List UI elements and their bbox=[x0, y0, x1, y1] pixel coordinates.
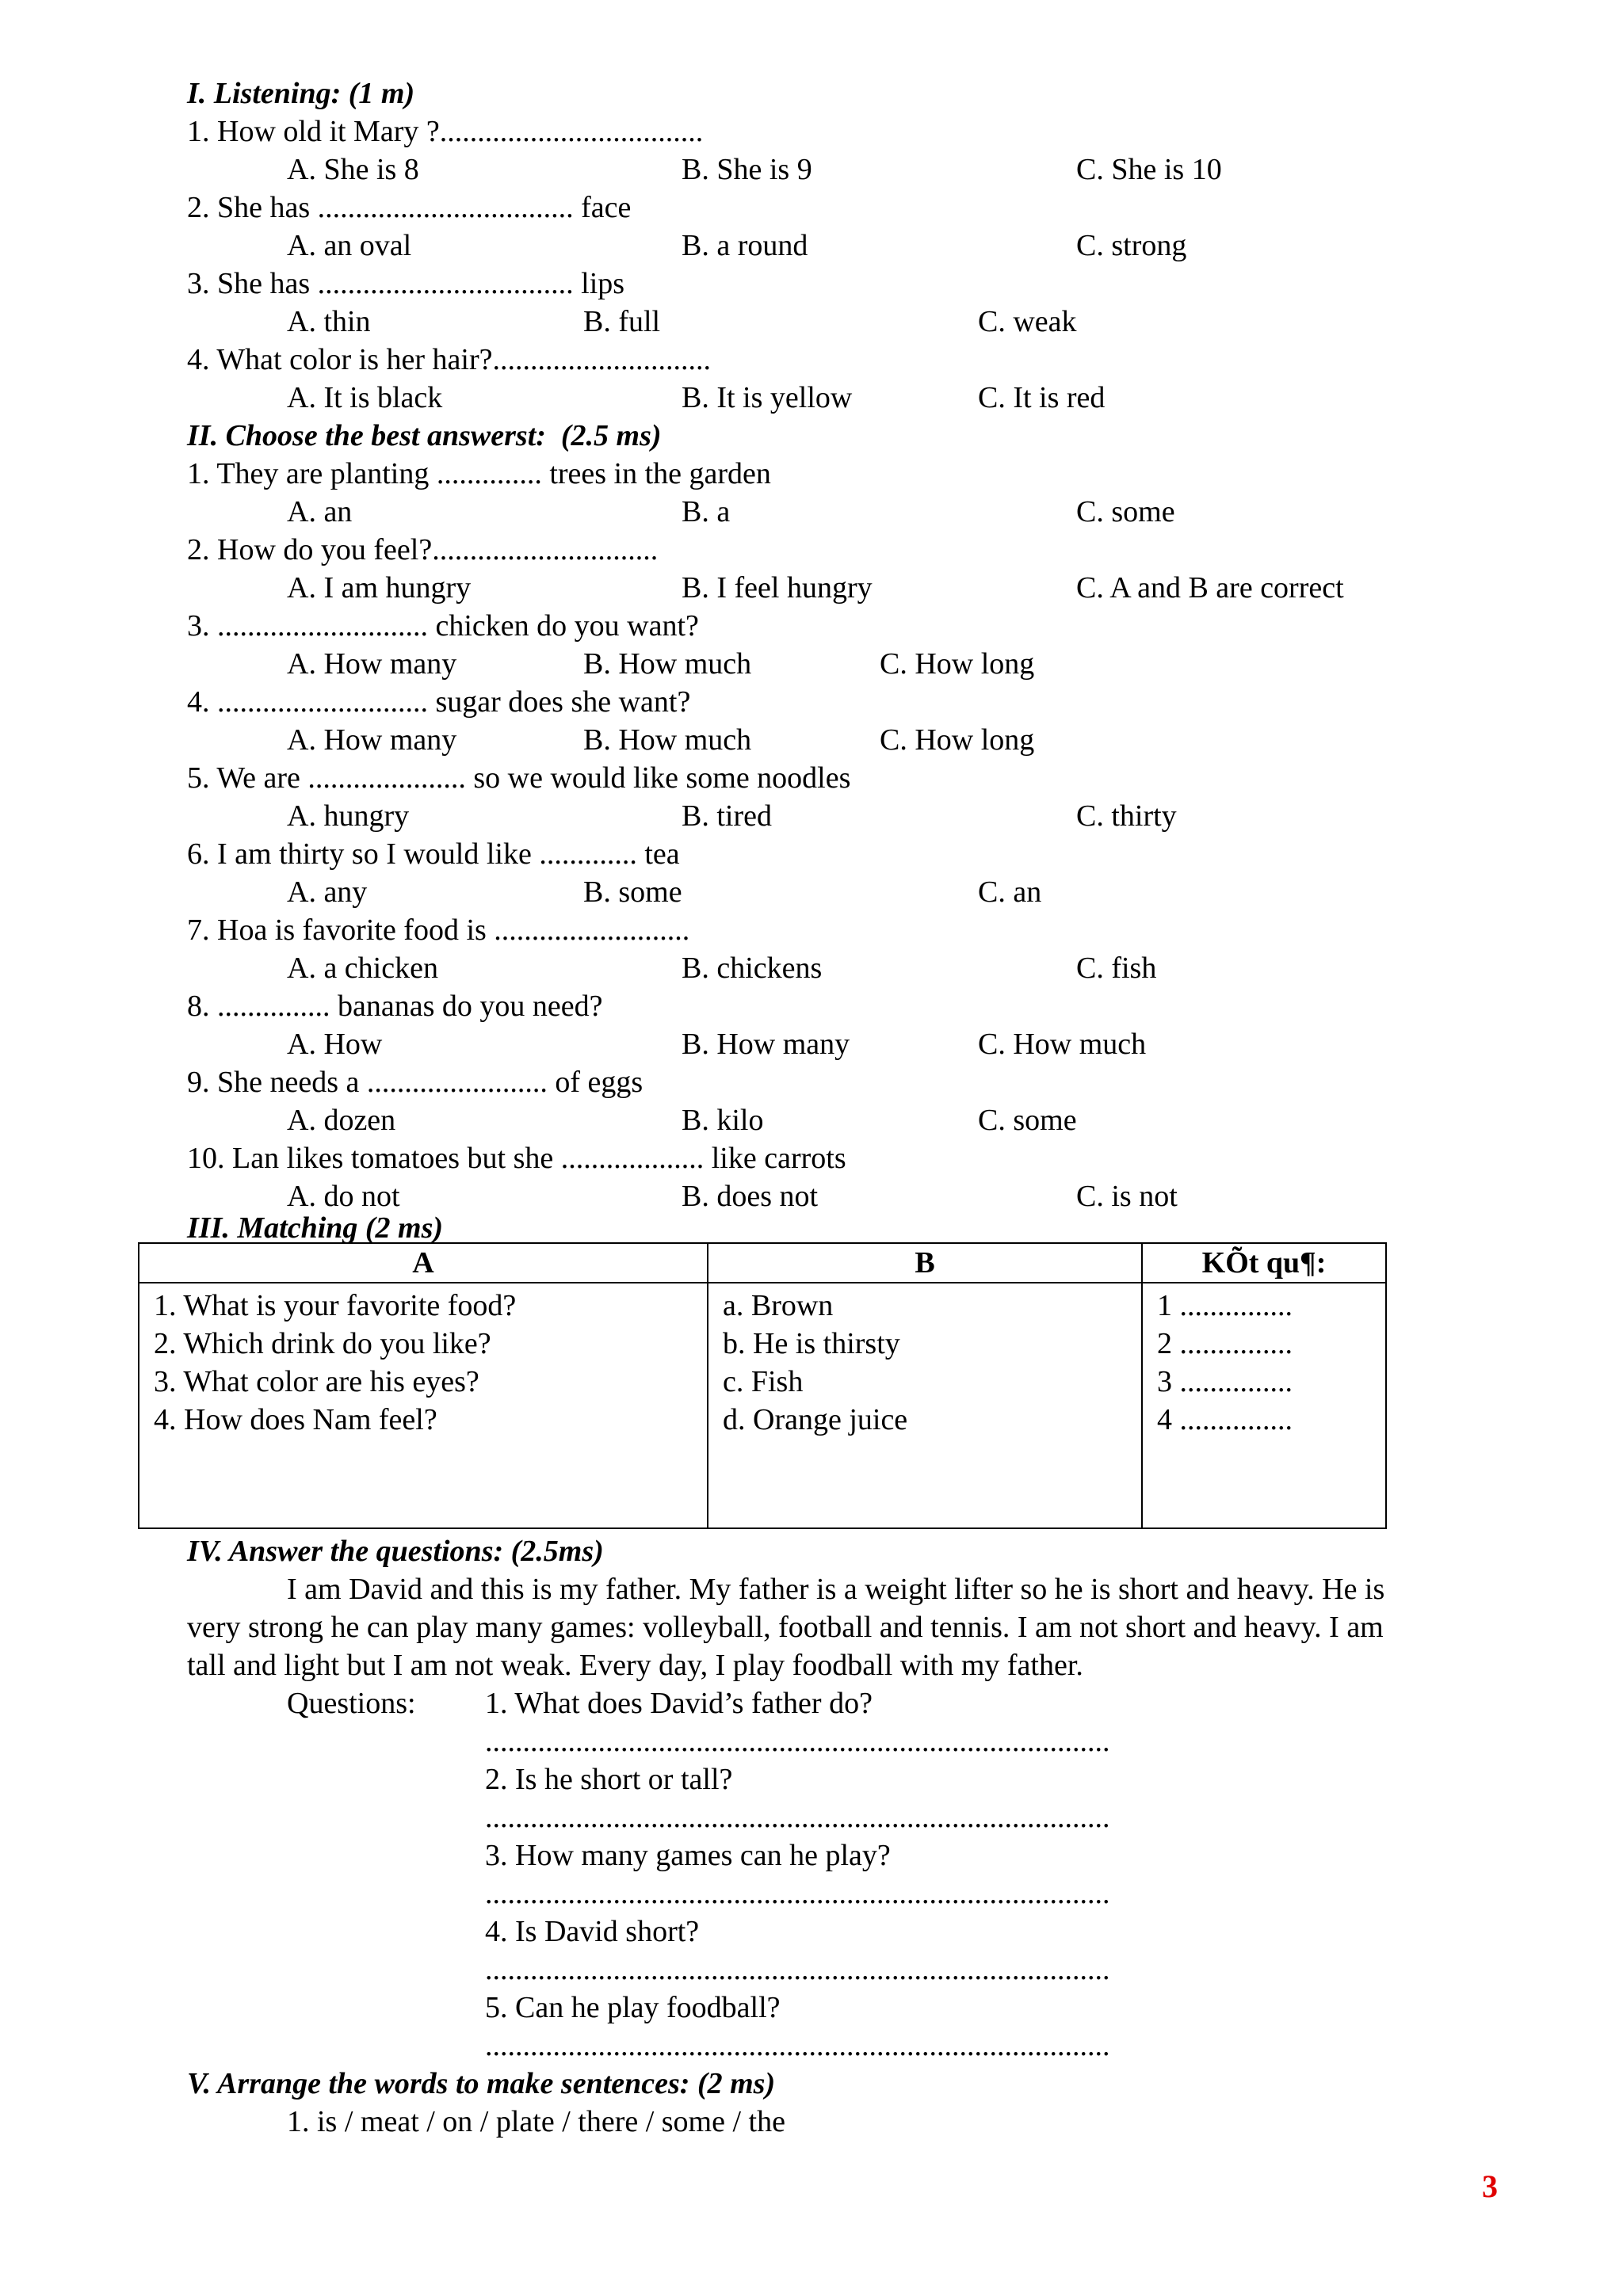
answer-line-4: ................................................................................... bbox=[485, 1953, 1110, 1986]
matching-column-result bbox=[1142, 1283, 1386, 1528]
choose-q8-option-b: B. How many bbox=[682, 1028, 850, 1061]
choose-q5-option-a: A. hungry bbox=[287, 799, 410, 833]
matching-body-row bbox=[139, 1283, 1386, 1528]
matching-result-blank: 3 ............... bbox=[1157, 1365, 1293, 1398]
choose-q6-option-a: A. any bbox=[287, 875, 368, 909]
choose-q6-option-b: B. some bbox=[583, 875, 682, 909]
choose-q8-option-c: C. How much bbox=[978, 1028, 1147, 1061]
choose-q9: 9. She needs a ........................ of eggs bbox=[187, 1066, 643, 1099]
matching-result-blank: 1 ............... bbox=[1157, 1289, 1293, 1322]
choose-q5: 5. We are ..................... so we would like some noodles bbox=[187, 761, 851, 795]
matching-a-item: 2. Which drink do you like? bbox=[154, 1327, 491, 1360]
choose-q7-option-c: C. fish bbox=[1076, 952, 1157, 985]
listening-q3: 3. She has .................................. lips bbox=[187, 267, 625, 300]
listening-q1-option-b: B. She is 9 bbox=[682, 153, 812, 186]
listening-q4: 4. What color is her hair?............................. bbox=[187, 343, 711, 376]
questions-label: Questions: bbox=[287, 1687, 416, 1720]
choose-q10-option-c: C. is not bbox=[1076, 1180, 1178, 1213]
choose-q2-option-c: C. A and B are correct bbox=[1076, 571, 1344, 605]
choose-q2: 2. How do you feel?.............................. bbox=[187, 533, 659, 566]
listening-q1: 1. How old it Mary ?................................... bbox=[187, 115, 704, 148]
choose-q4: 4. ............................ sugar does she want? bbox=[187, 685, 691, 719]
choose-q3-option-c: C. How long bbox=[880, 647, 1035, 681]
matching-header-b: B bbox=[708, 1243, 1142, 1283]
listening-q2-option-c: C. strong bbox=[1076, 229, 1187, 262]
choose-q6: 6. I am thirty so I would like ............. tea bbox=[187, 837, 680, 871]
matching-b-item: a. Brown bbox=[723, 1289, 834, 1322]
section-heading-choose: II. Choose the best answerst: (2.5 ms) bbox=[187, 419, 662, 452]
choose-q10: 10. Lan likes tomatoes but she ................... like carrots bbox=[187, 1142, 846, 1175]
choose-q7-option-a: A. a chicken bbox=[287, 952, 438, 985]
matching-b-item: c. Fish bbox=[723, 1365, 804, 1398]
choose-q5-option-b: B. tired bbox=[682, 799, 772, 833]
choose-q9-option-b: B. kilo bbox=[682, 1104, 764, 1137]
choose-q10-option-a: A. do not bbox=[287, 1180, 400, 1213]
matching-header-result: KÕt qu¶: bbox=[1142, 1243, 1386, 1283]
reading-question-2: 2. Is he short or tall? bbox=[485, 1763, 733, 1796]
choose-q5-option-c: C. thirty bbox=[1076, 799, 1177, 833]
reading-question-1: 1. What does David’s father do? bbox=[485, 1687, 873, 1720]
matching-a-item: 1. What is your favorite food? bbox=[154, 1289, 517, 1322]
choose-q9-option-a: A. dozen bbox=[287, 1104, 396, 1137]
choose-q10-option-b: B. does not bbox=[682, 1180, 819, 1213]
matching-a-item: 4. How does Nam feel? bbox=[154, 1403, 437, 1436]
listening-q3-option-b: B. full bbox=[583, 305, 661, 338]
choose-q7: 7. Hoa is favorite food is .......................... bbox=[187, 913, 690, 947]
listening-q4-option-b: B. It is yellow bbox=[682, 381, 853, 414]
answer-line-1: ................................................................................... bbox=[485, 1725, 1110, 1758]
matching-result-blank: 4 ............... bbox=[1157, 1403, 1293, 1436]
page-number: 3 bbox=[1482, 2168, 1498, 2204]
choose-q6-option-c: C. an bbox=[978, 875, 1042, 909]
listening-q4-option-a: A. It is black bbox=[287, 381, 443, 414]
reading-line-2: very strong he can play many games: volleyball, football and tennis. I am not short and heavy. I am bbox=[187, 1611, 1384, 1644]
choose-q1-option-c: C. some bbox=[1076, 495, 1175, 528]
choose-q1: 1. They are planting .............. trees in the garden bbox=[187, 457, 771, 490]
reading-question-5: 5. Can he play foodball? bbox=[485, 1991, 781, 2024]
section-heading-answer: IV. Answer the questions: (2.5ms) bbox=[187, 1535, 604, 1568]
matching-header-a: A bbox=[139, 1243, 708, 1283]
choose-q1-option-a: A. an bbox=[287, 495, 353, 528]
choose-q8-option-a: A. How bbox=[287, 1028, 383, 1061]
choose-q2-option-a: A. I am hungry bbox=[287, 571, 472, 605]
section-heading-matching: III. Matching (2 ms) bbox=[187, 1211, 444, 1245]
reading-question-3: 3. How many games can he play? bbox=[485, 1839, 891, 1872]
choose-q1-option-b: B. a bbox=[682, 495, 731, 528]
listening-q3-option-a: A. thin bbox=[287, 305, 371, 338]
matching-header-row bbox=[139, 1243, 1386, 1283]
listening-q2: 2. She has .................................. face bbox=[187, 191, 632, 224]
reading-line-1: I am David and this is my father. My father is a weight lifter so he is short and heavy. He is bbox=[287, 1573, 1385, 1606]
matching-b-item: b. He is thirsty bbox=[723, 1327, 900, 1360]
section-heading-listening: I. Listening: (1 m) bbox=[187, 77, 415, 110]
listening-q3-option-c: C. weak bbox=[978, 305, 1077, 338]
matching-b-item: d. Orange juice bbox=[723, 1403, 908, 1436]
matching-column-b bbox=[708, 1283, 1142, 1528]
choose-q3: 3. ............................ chicken do you want? bbox=[187, 609, 699, 643]
choose-q3-option-b: B. How much bbox=[583, 647, 752, 681]
reading-line-3: tall and light but I am not weak. Every day, I play foodball with my father. bbox=[187, 1649, 1083, 1682]
choose-q4-option-c: C. How long bbox=[880, 723, 1035, 757]
listening-q1-option-a: A. She is 8 bbox=[287, 153, 419, 186]
choose-q3-option-a: A. How many bbox=[287, 647, 457, 681]
listening-q2-option-a: A. an oval bbox=[287, 229, 412, 262]
listening-q1-option-c: C. She is 10 bbox=[1076, 153, 1222, 186]
choose-q2-option-b: B. I feel hungry bbox=[682, 571, 873, 605]
choose-q4-option-b: B. How much bbox=[583, 723, 752, 757]
matching-column-a bbox=[139, 1283, 708, 1528]
matching-table bbox=[138, 1242, 1387, 1529]
section-heading-arrange: V. Arrange the words to make sentences: (2 ms) bbox=[187, 2067, 776, 2100]
matching-a-item: 3. What color are his eyes? bbox=[154, 1365, 479, 1398]
answer-line-2: ................................................................................... bbox=[485, 1801, 1110, 1834]
choose-q7-option-b: B. chickens bbox=[682, 952, 823, 985]
reading-question-4: 4. Is David short? bbox=[485, 1915, 700, 1948]
choose-q9-option-c: C. some bbox=[978, 1104, 1077, 1137]
matching-result-blank: 2 ............... bbox=[1157, 1327, 1293, 1360]
answer-line-3: ................................................................................... bbox=[485, 1877, 1110, 1910]
listening-q2-option-b: B. a round bbox=[682, 229, 808, 262]
listening-q4-option-c: C. It is red bbox=[978, 381, 1106, 414]
choose-q4-option-a: A. How many bbox=[287, 723, 457, 757]
arrange-item-1: 1. is / meat / on / plate / there / some / the bbox=[287, 2105, 785, 2138]
answer-line-5: ................................................................................... bbox=[485, 2029, 1110, 2062]
choose-q8: 8. ............... bananas do you need? bbox=[187, 990, 603, 1023]
